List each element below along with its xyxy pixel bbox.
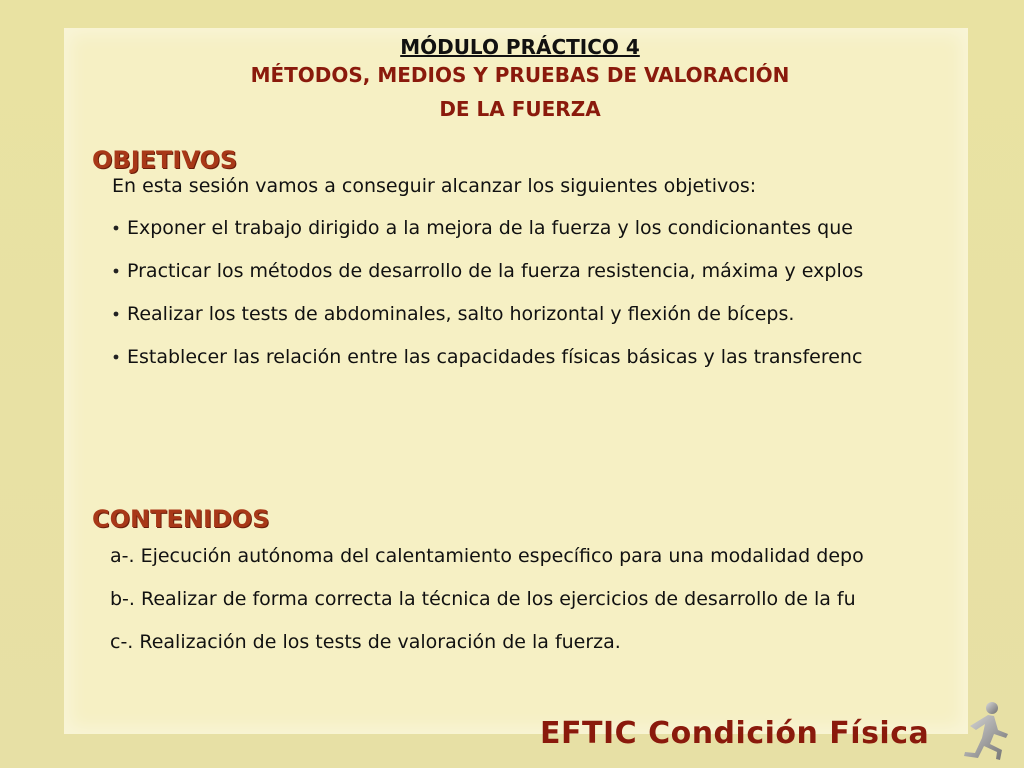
module-subtitle-line2: DE LA FUERZA — [439, 97, 601, 121]
objective-item: Establecer las relación entre las capacidades físicas básicas y las transferenc — [127, 346, 863, 368]
contents-heading: CONTENIDOS — [92, 505, 270, 533]
content-item: a-. Ejecución autónoma del calentamiento específico para una modalidad depo — [110, 545, 864, 567]
content-panel — [64, 28, 968, 734]
module-title: MÓDULO PRÁCTICO 4 — [400, 35, 640, 59]
module-subtitle-line1: MÉTODOS, MEDIOS Y PRUEBAS DE VALORACIÓN — [250, 63, 790, 87]
runner-icon — [958, 700, 1018, 768]
objective-item: Realizar los tests de abdominales, salto horizontal y flexión de bíceps. — [127, 303, 795, 325]
content-item: b-. Realizar de forma correcta la técnica de los ejercicios de desarrollo de la fu — [110, 588, 856, 610]
content-item: c-. Realización de los tests de valoración de la fuerza. — [110, 631, 621, 653]
objective-item: Exponer el trabajo dirigido a la mejora de la fuerza y los condicionantes que — [127, 217, 853, 239]
bullet-icon — [114, 312, 119, 317]
objectives-heading: OBJETIVOS — [92, 146, 238, 174]
bullet-icon — [114, 355, 119, 360]
objectives-intro: En esta sesión vamos a conseguir alcanzar los siguientes objetivos: — [112, 175, 757, 197]
brand-footer: EFTIC Condición Física — [540, 716, 930, 751]
bullet-icon — [114, 269, 119, 274]
bullet-icon — [114, 226, 119, 231]
objective-item: Practicar los métodos de desarrollo de la fuerza resistencia, máxima y explos — [127, 260, 864, 282]
